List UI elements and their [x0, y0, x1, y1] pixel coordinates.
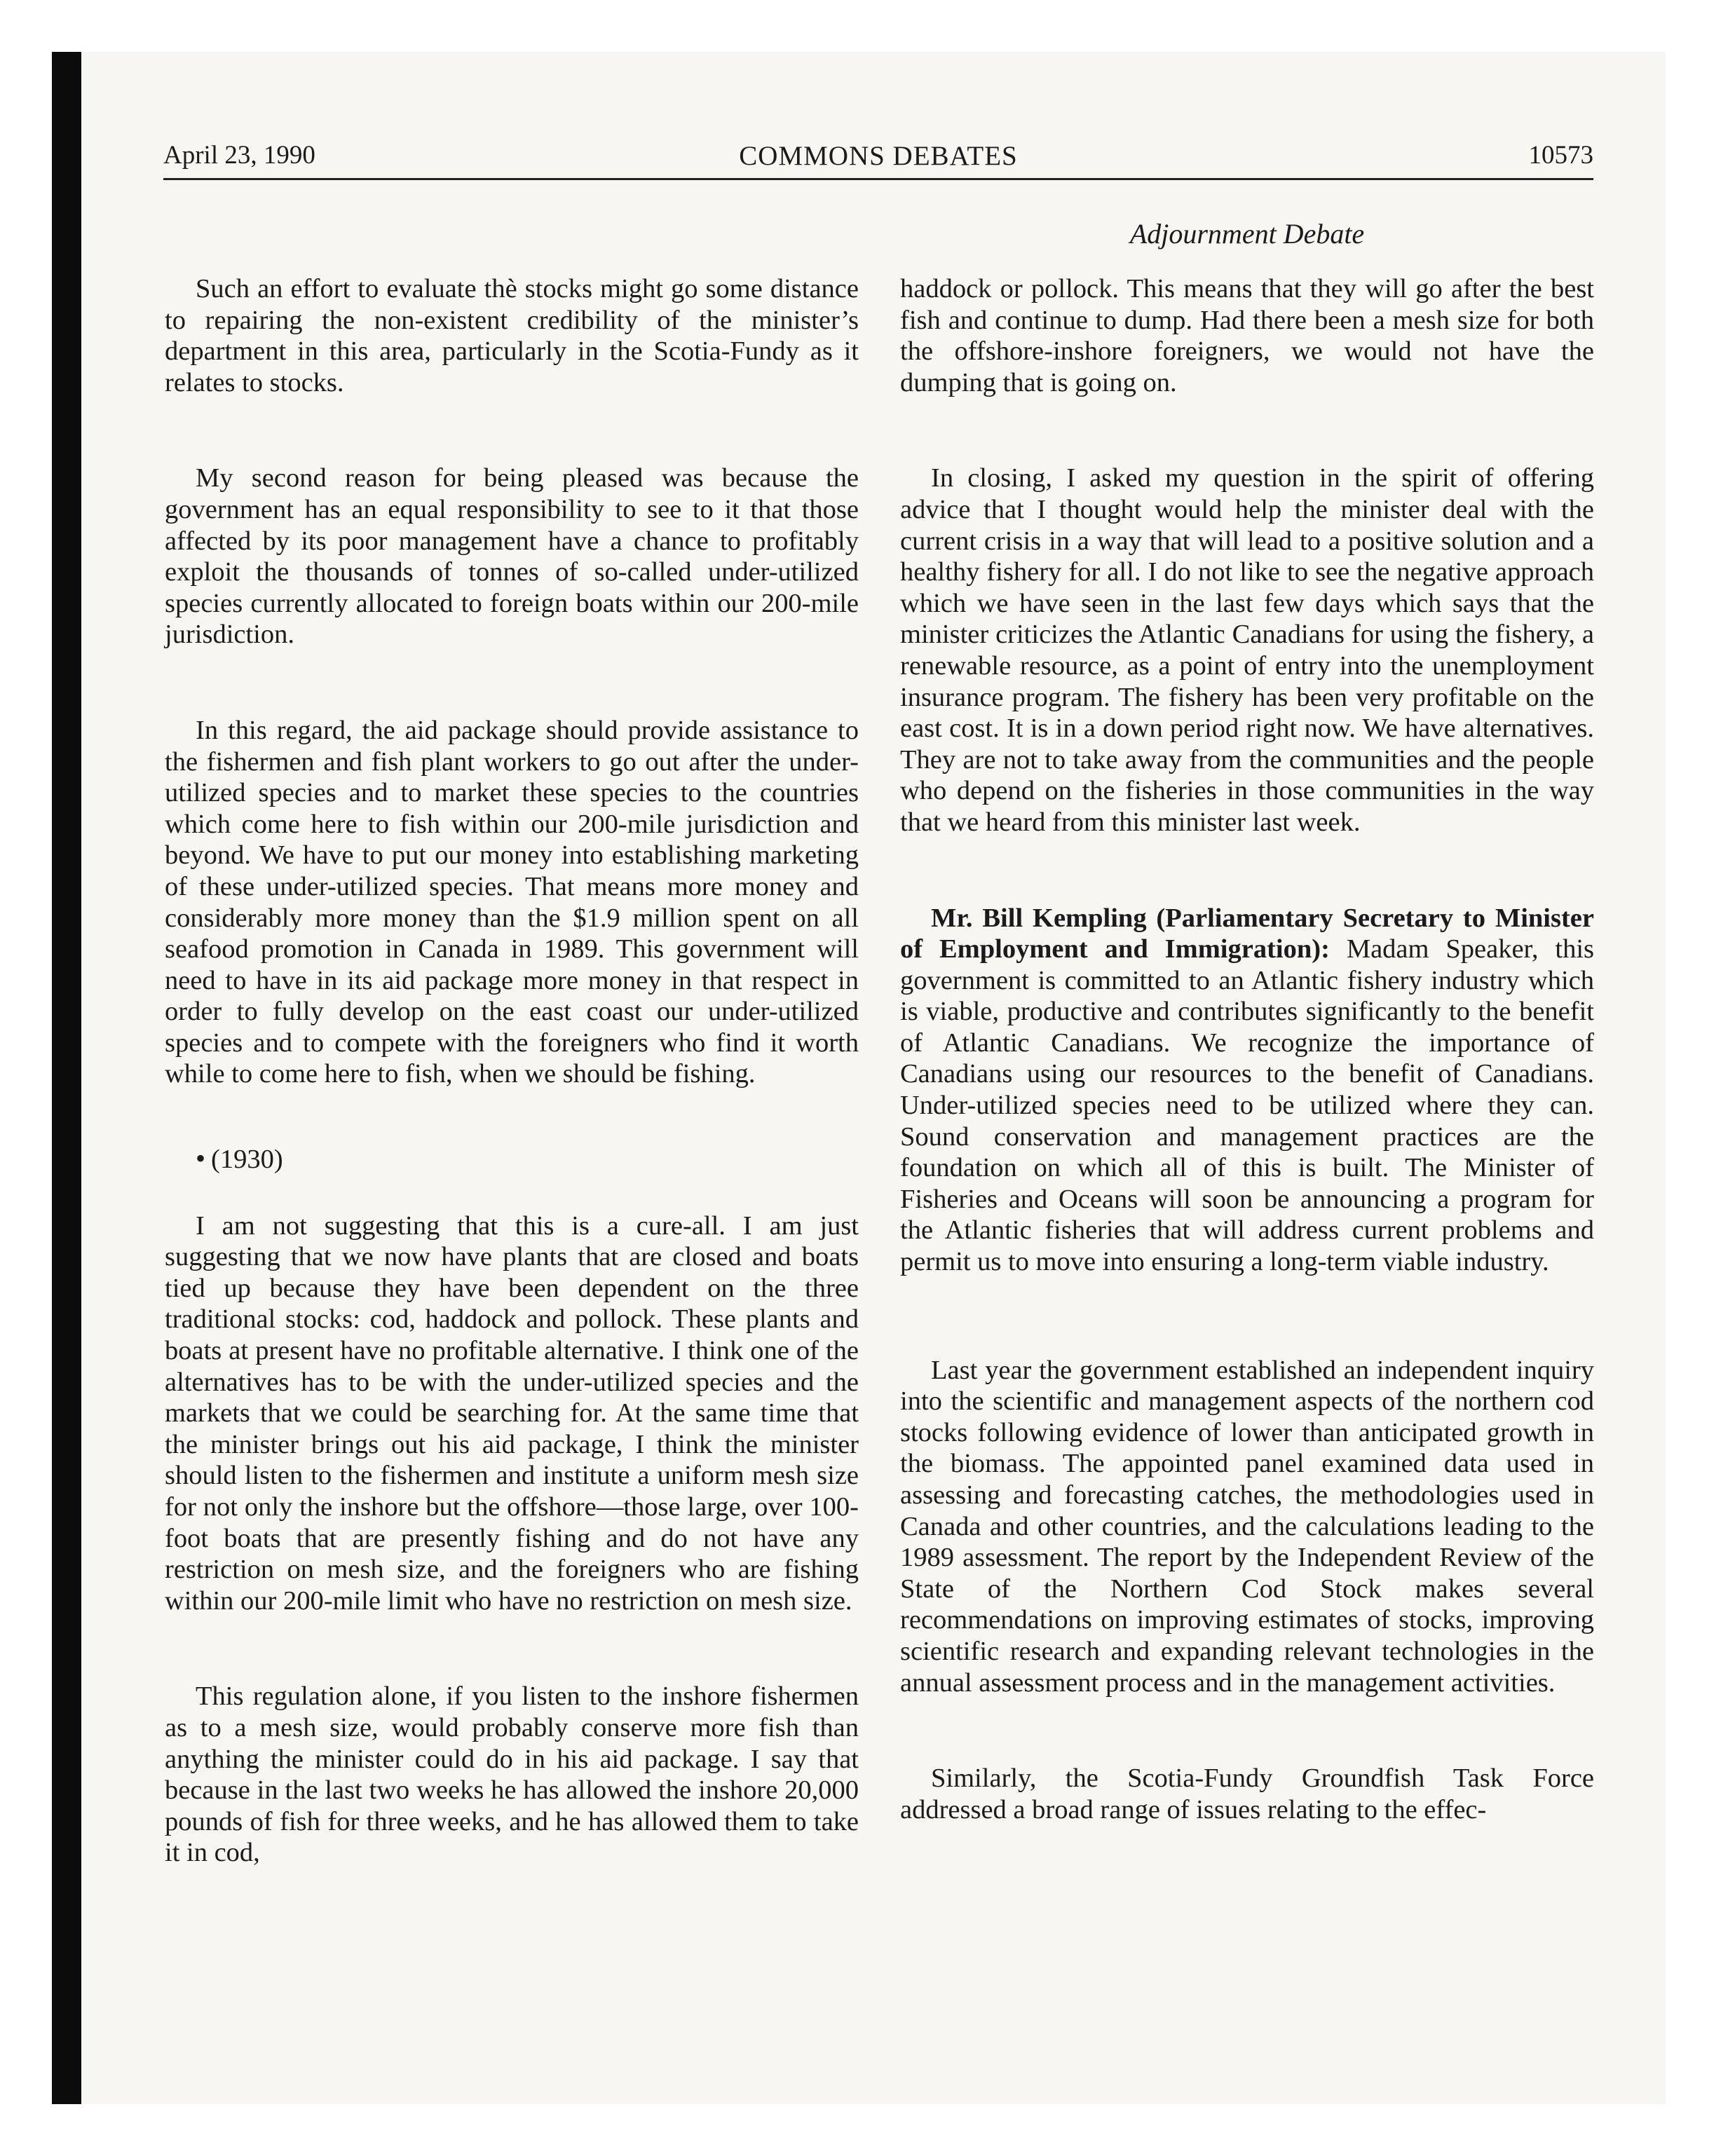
speaker-name: Mr. Bill Kempling (Parliamentary Secretary to Minister of Employment and Immigration): — [900, 903, 1594, 964]
time-stamp — [165, 1143, 859, 1175]
right-paragraph-4: Last year the government established an independent inquiry into the scientific and management aspects of the northern cod stocks following evidence of lower than anticipated growth in the biomass. The appointed panel examined data used in assessing and forecasting catches, the methodologies used in Canada and other countries, and the calculations leading to the 1989 assessment. The report by the Independent Review of the State of the Northern Cod Stock makes several recommendations on improving estimates of stocks, improving scientific research and expanding relevant technologies in the annual assessment process and in the management activities. — [900, 1355, 1594, 1698]
left-paragraph-3: In this regard, the aid package should provide assistance to the fishermen and fish plant workers to go out after the under-utilized species and to market these species to the countries which come here to fish within our 200-mile jurisdiction and beyond. We have to put our money into establishing marketing of these under-utilized species. That means more money and considerably more money than the $1.9 million spent on all seafood promotion in Canada in 1989. This government will need to have in its aid package more money in that respect in order to fully develop on the east coast our under-utilized species and to compete with the foreigners who find it worth while to come here to fish, when we should be fishing. — [165, 715, 859, 1089]
left-paragraph-5: This regulation alone, if you listen to the inshore fishermen as to a mesh size, would probably conserve more fish than anything the minister could do in his aid package. I say that because in the last two weeks he has allowed the inshore 20,000 pounds of fish for three weeks, and he has allowed them to take it in cod, — [165, 1681, 859, 1868]
time-stamp-bullet: • — [196, 1142, 206, 1175]
left-paragraph-2: My second reason for being pleased was because the government has an equal responsibility to see to it that those affected by its poor management have a chance to profitably exploit the thousands of tonnes of so-called under-utilized species currently allocated to foreign boats within our 200-mile jurisdiction. — [165, 463, 859, 650]
left-paragraph-4: I am not suggesting that this is a cure-all. I am just suggesting that we now have plants that are closed and boats tied up because they have been dependent on the three traditional stocks: cod, haddock and pollock. These plants and boats at present have no profitable alternative. I think one of the alternatives has to be with the under-utilized species and the markets that we could be searching for. At the same time that the minister brings out his aid package, I think the minister should listen to the fishermen and institute a uniform mesh size for not only the inshore but the offshore—those large, over 100-foot boats that are presently fishing and do not have any restriction on mesh size, and the foreigners who are fishing within our 200-mile limit who have no restriction on mesh size. — [165, 1210, 859, 1616]
left-paragraph-1: Such an effort to evaluate thè stocks might go some distance to repairing the non-existent credibility of the minister’s department in this area, particularly in the Scotia-Fundy as it relates to stocks. — [165, 274, 859, 397]
page-header — [163, 136, 1593, 180]
header-date: April 23, 1990 — [163, 141, 315, 170]
time-stamp-text: (1930) — [211, 1145, 283, 1175]
right-paragraph-2: In closing, I asked my question in the spirit of offering advice that I thought would help the minister deal with the current crisis in a way that will lead to a positive solution and a healthy fishery for all. I do not like to see the negative approach which we have seen in the last few days which says that the minister criticizes the Atlantic Canadians for using the fishery, a renewable resource, as a point of entry into the unemployment insurance program. The fishery has been very profitable on the east cost. It is in a down period right now. We have alternatives. They are not to take away from the communities and the people who depend on the fisheries in those communities in the way that we heard from this minister last week. — [900, 463, 1594, 837]
section-label: Adjournment Debate — [1129, 218, 1365, 250]
right-paragraph-3 — [900, 903, 1594, 1278]
header-title: COMMONS DEBATES — [739, 141, 1018, 171]
right-paragraph-1: haddock or pollock. This means that they will go after the best fish and continue to dump. Had there been a mesh size for both the offshore-inshore foreigners, we would not have the dumping that is going on. — [900, 274, 1594, 397]
right-column — [900, 273, 1594, 1825]
right-paragraph-5: Similarly, the Scotia-Fundy Groundfish Task Force addressed a broad range of issues relating to the effec- — [900, 1763, 1594, 1824]
right-paragraph-3-text: Madam Speaker, this government is committed to an Atlantic fishery industry which is viable, productive and contributes significantly to the benefit of Atlantic Canadians. We recognize the importance of Canadians using our resources to the benefit of Canadians. Under-utilized species need to be utilized where they can. Sound conservation and management practices are the foundation on which all of this is built. The Minister of Fisheries and Oceans will soon be announcing a program for the Atlantic fisheries that will address current problems and permit us to move into ensuring a long-term viable industry. — [900, 934, 1594, 1277]
scan-edge-bar — [52, 52, 81, 2104]
header-page-number: 10573 — [1528, 141, 1593, 170]
left-column — [165, 273, 859, 1869]
